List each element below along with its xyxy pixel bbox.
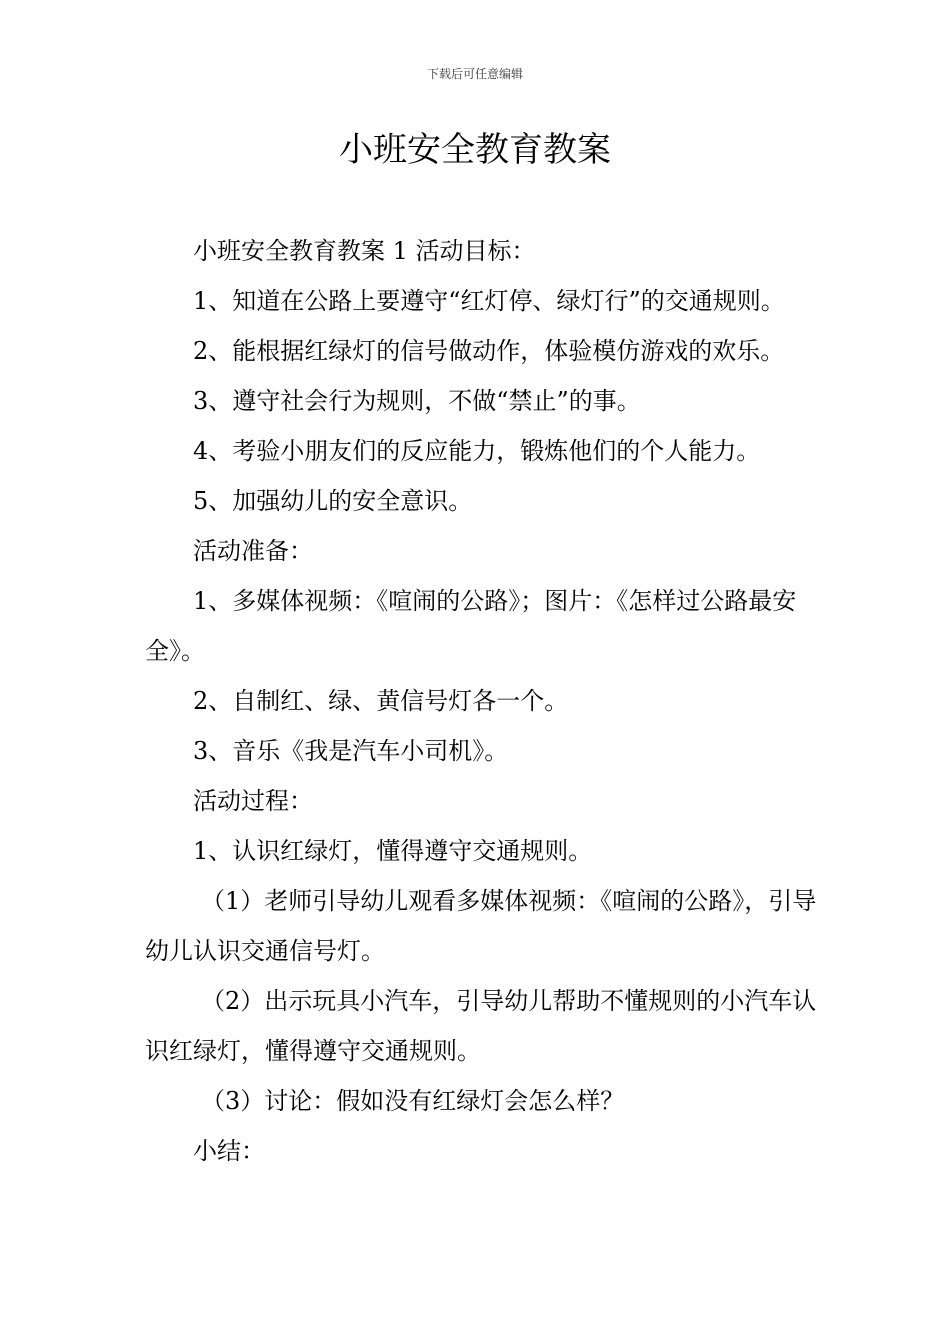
paragraph-prep-heading: 活动准备： bbox=[193, 537, 313, 565]
paragraph-process-heading: 活动过程： bbox=[193, 787, 313, 815]
paragraph-goal-3: 3、遵守社会行为规则，不做“禁止”的事。 bbox=[193, 387, 641, 415]
paragraph-goal-5: 5、加强幼儿的安全意识。 bbox=[193, 487, 473, 515]
paragraph-goal-4: 4、考验小朋友们的反应能力，锻炼他们的个人能力。 bbox=[193, 437, 761, 465]
document-body bbox=[145, 226, 825, 1176]
paragraph-process-1-3: （3）讨论：假如没有红绿灯会怎么样？ bbox=[201, 1087, 625, 1115]
paragraph-goal-1: 1、知道在公路上要遵守“红灯停、绿灯行”的交通规则。 bbox=[193, 287, 785, 315]
paragraph-prep-2: 2、自制红、绿、黄信号灯各一个。 bbox=[193, 687, 569, 715]
paragraph-prep-3: 3、音乐《我是汽车小司机》。 bbox=[193, 737, 509, 765]
paragraph-process-1: 1、认识红绿灯，懂得遵守交通规则。 bbox=[193, 837, 593, 865]
paragraph-summary: 小结： bbox=[193, 1137, 265, 1165]
document-title: 小班安全教育教案 bbox=[339, 130, 611, 170]
header-note: 下载后可任意编辑 bbox=[426, 67, 523, 81]
paragraph-process-1-2: （2）出示玩具小汽车，引导幼儿帮助不懂规则的小汽车认识红绿灯，懂得遵守交通规则。 bbox=[145, 987, 817, 1065]
paragraph-prep-1: 1、多媒体视频：《喧闹的公路》；图片：《怎样过公路最安全》。 bbox=[145, 587, 797, 665]
paragraph-goal-2: 2、能根据红绿灯的信号做动作，体验模仿游戏的欢乐。 bbox=[193, 337, 785, 365]
paragraph-intro: 小班安全教育教案 1 活动目标： bbox=[193, 237, 536, 265]
paragraph-process-1-1: （1）老师引导幼儿观看多媒体视频：《喧闹的公路》，引导幼儿认识交通信号灯。 bbox=[145, 887, 817, 965]
